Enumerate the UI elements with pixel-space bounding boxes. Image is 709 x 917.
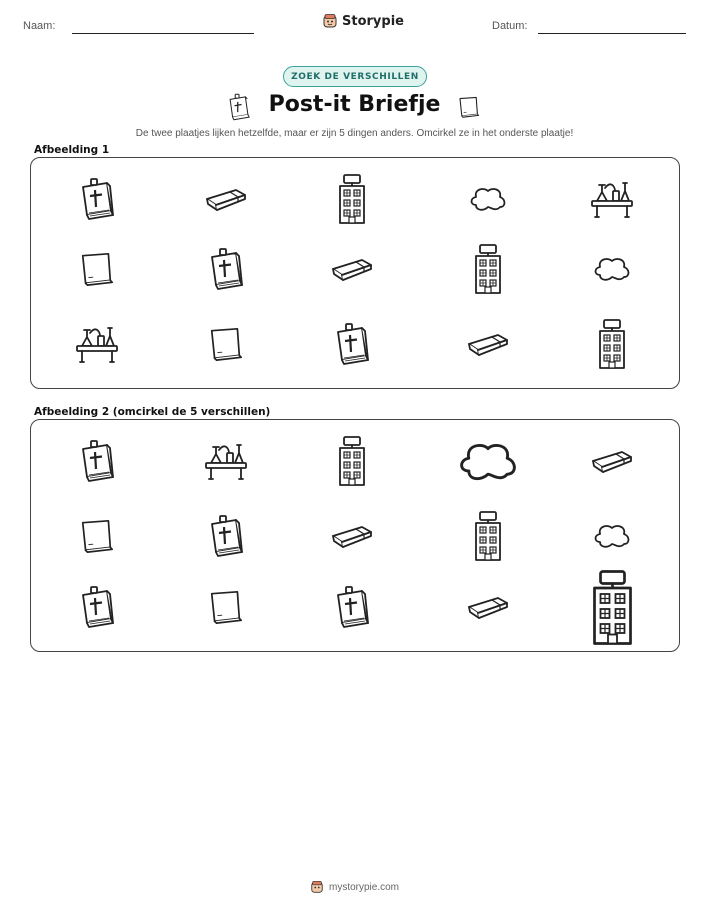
sticky-note-icon [457, 95, 481, 123]
brand-name: Storypie [342, 13, 404, 29]
picture1-label: Afbeelding 1 [34, 144, 110, 156]
footer-url: mystorypie.com [328, 881, 399, 893]
footer [0, 880, 709, 894]
date-line[interactable] [538, 33, 686, 34]
instructions: De twee plaatjes lijken hetzelfde, maar er zijn 5 dingen anders. Omcirkel ze in het onderste plaatje! [135, 128, 574, 139]
storypie-mascot-icon [322, 13, 338, 29]
date-label: Datum: [492, 20, 528, 32]
name-line[interactable] [72, 33, 254, 34]
page-title: Post-it Briefje [268, 92, 441, 117]
category-badge: ZOEK DE VERSCHILLEN [283, 66, 427, 87]
brand-logo [322, 13, 404, 29]
name-label: Naam: [23, 20, 56, 32]
storypie-mascot-icon [310, 880, 324, 894]
picture2-label: Afbeelding 2 (omcirkel de 5 verschillen) [34, 406, 271, 418]
